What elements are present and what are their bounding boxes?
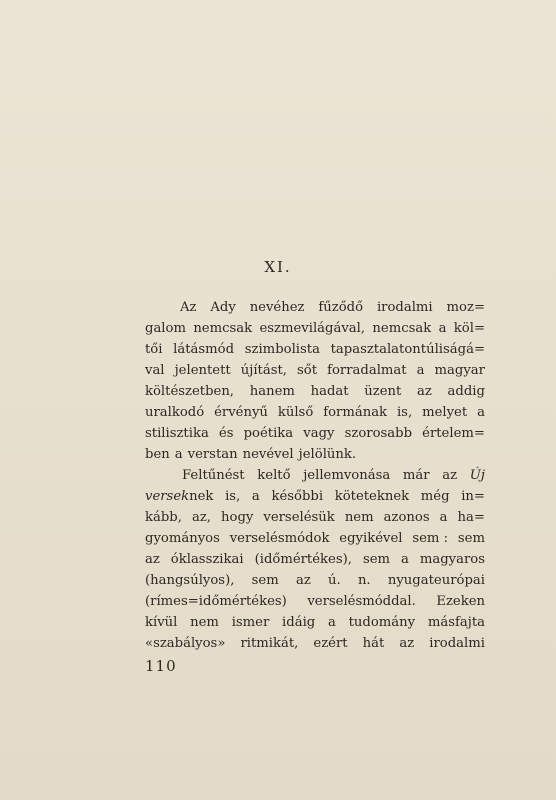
text-line: (hangsúlyos), sem az ú. n. nyugateurópai (145, 573, 485, 588)
text-line: ben a verstan nevével jelölünk. (145, 447, 357, 462)
text-line: gyományos verselésmódok egyikével sem : sem (145, 531, 485, 546)
paragraph-2 (145, 465, 485, 654)
text-line: «szabályos» ritmikát, ezért hát az irodalmi (145, 636, 485, 651)
book-title-italic: Új (469, 468, 485, 483)
text-line: uralkodó érvényű külső formának is, melyet a (145, 405, 485, 420)
chapter-heading: XI. (264, 258, 292, 276)
text-line: kívül nem ismer idáig a tudomány másfajta (145, 615, 485, 630)
book-title-italic: versek (145, 489, 190, 504)
text-line: stilisztika és poétika vagy szorosabb értelem= (145, 426, 485, 441)
page-number: 110 (145, 657, 177, 675)
text-line: (rímes=időmértékes) verselésmóddal. Ezeken (145, 594, 485, 609)
body-text (145, 297, 485, 654)
text-line: kább, az, hogy verselésük nem azonos a ha= (145, 510, 485, 525)
text-line: val jelentett újítást, sőt forradalmat a magyar (145, 363, 485, 378)
text-line: Feltűnést keltő jellemvonása már az Új (145, 465, 485, 486)
text-line: verseknek is, a későbbi köteteknek még in= (145, 489, 485, 504)
text-line: tői látásmód szimbolista tapasztalatontúliságá= (145, 342, 485, 357)
text-line: galom nemcsak eszmevilágával, nemcsak a köl= (145, 321, 485, 336)
text-line: Az Ady nevéhez fűződő irodalmi moz= (180, 300, 485, 315)
text-line: költészetben, hanem hadat üzent az addig (145, 384, 485, 399)
text-line: az óklasszikai (időmértékes), sem a magyaros (145, 552, 485, 567)
paragraph-1 (145, 297, 485, 465)
